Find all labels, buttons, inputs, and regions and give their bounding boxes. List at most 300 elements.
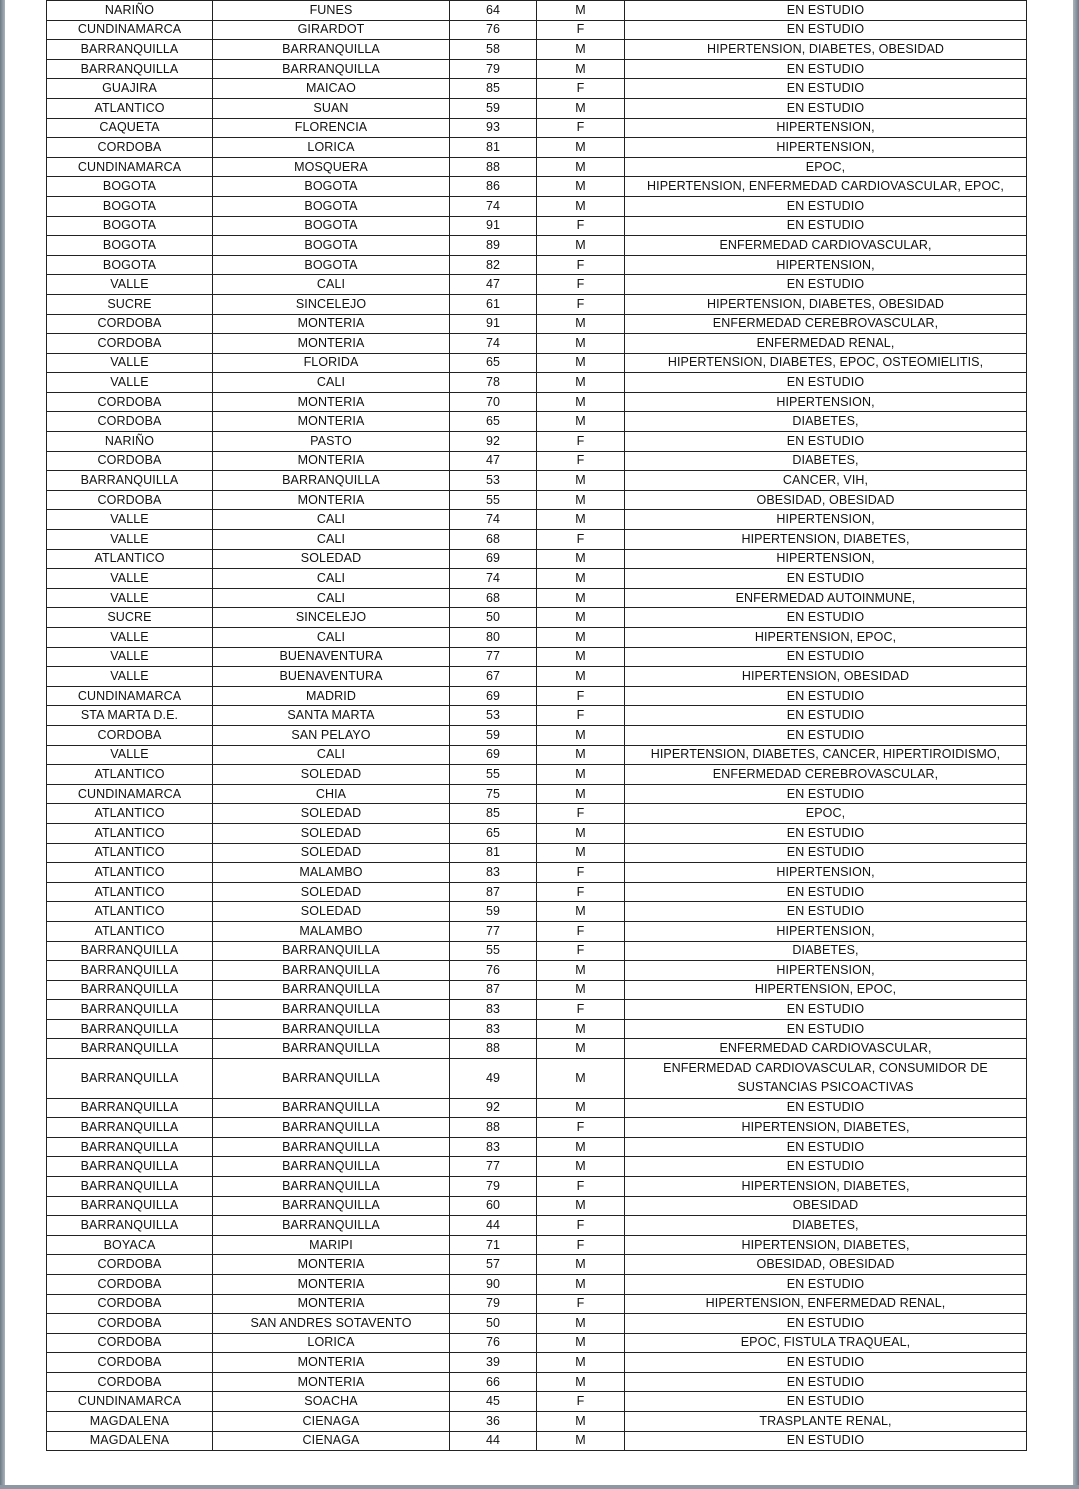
age-cell: 77: [450, 921, 537, 941]
comorbidity-cell: EN ESTUDIO: [625, 882, 1027, 902]
age-cell: 75: [450, 784, 537, 804]
table-row: [47, 1294, 1027, 1314]
sex-cell: M: [537, 353, 625, 373]
sex-cell: F: [537, 706, 625, 726]
sex-cell: F: [537, 686, 625, 706]
department-cell: CORDOBA: [47, 392, 213, 412]
department-cell: CORDOBA: [47, 412, 213, 432]
table-row: [47, 667, 1027, 687]
table-row: [47, 138, 1027, 158]
department-cell: BOGOTA: [47, 216, 213, 236]
age-cell: 93: [450, 118, 537, 138]
table-row: [47, 1196, 1027, 1216]
table-row: [47, 1353, 1027, 1373]
age-cell: 91: [450, 314, 537, 334]
sex-cell: F: [537, 432, 625, 452]
department-cell: GUAJIRA: [47, 79, 213, 99]
municipality-cell: BOGOTA: [213, 196, 450, 216]
comorbidity-cell: EN ESTUDIO: [625, 569, 1027, 589]
sex-cell: M: [537, 177, 625, 197]
sex-cell: M: [537, 392, 625, 412]
age-cell: 77: [450, 647, 537, 667]
comorbidity-cell: EN ESTUDIO: [625, 1353, 1027, 1373]
sex-cell: M: [537, 725, 625, 745]
sex-cell: M: [537, 334, 625, 354]
age-cell: 82: [450, 255, 537, 275]
municipality-cell: SINCELEJO: [213, 294, 450, 314]
sex-cell: F: [537, 1392, 625, 1412]
comorbidity-cell: EPOC, FISTULA TRAQUEAL,: [625, 1333, 1027, 1353]
comorbidity-cell: EN ESTUDIO: [625, 432, 1027, 452]
municipality-cell: BARRANQUILLA: [213, 1000, 450, 1020]
department-cell: BOGOTA: [47, 236, 213, 256]
sex-cell: F: [537, 1176, 625, 1196]
sex-cell: M: [537, 628, 625, 648]
table-row: [47, 725, 1027, 745]
age-cell: 89: [450, 236, 537, 256]
comorbidity-cell: HIPERTENSION, DIABETES,: [625, 1235, 1027, 1255]
table-row: [47, 608, 1027, 628]
table-row: [47, 216, 1027, 236]
municipality-cell: MADRID: [213, 686, 450, 706]
municipality-cell: SANTA MARTA: [213, 706, 450, 726]
age-cell: 88: [450, 1039, 537, 1059]
sex-cell: F: [537, 1000, 625, 1020]
municipality-cell: SOLEDAD: [213, 823, 450, 843]
age-cell: 76: [450, 961, 537, 981]
municipality-cell: MONTERIA: [213, 1294, 450, 1314]
comorbidity-cell: EN ESTUDIO: [625, 196, 1027, 216]
age-cell: 92: [450, 432, 537, 452]
department-cell: ATLANTICO: [47, 882, 213, 902]
municipality-cell: MONTERIA: [213, 334, 450, 354]
table-row: [47, 549, 1027, 569]
municipality-cell: BUENAVENTURA: [213, 667, 450, 687]
department-cell: VALLE: [47, 353, 213, 373]
age-cell: 81: [450, 138, 537, 158]
sex-cell: M: [537, 196, 625, 216]
municipality-cell: SOLEDAD: [213, 804, 450, 824]
sex-cell: M: [537, 823, 625, 843]
department-cell: VALLE: [47, 373, 213, 393]
age-cell: 76: [450, 20, 537, 40]
table-row: [47, 804, 1027, 824]
comorbidity-cell: DIABETES,: [625, 451, 1027, 471]
window-edge-left: [0, 0, 5, 1489]
age-cell: 88: [450, 1118, 537, 1138]
comorbidity-cell: HIPERTENSION, ENFERMEDAD CARDIOVASCULAR, EPOC,: [625, 177, 1027, 197]
comorbidity-cell: OBESIDAD, OBESIDAD: [625, 490, 1027, 510]
municipality-cell: MARIPI: [213, 1235, 450, 1255]
municipality-cell: MONTERIA: [213, 314, 450, 334]
department-cell: BARRANQUILLA: [47, 1137, 213, 1157]
department-cell: BARRANQUILLA: [47, 1118, 213, 1138]
comorbidity-cell: EN ESTUDIO: [625, 1137, 1027, 1157]
sex-cell: M: [537, 1314, 625, 1334]
comorbidity-cell: EN ESTUDIO: [625, 1392, 1027, 1412]
department-cell: ATLANTICO: [47, 902, 213, 922]
age-cell: 76: [450, 1333, 537, 1353]
table-row: [47, 1235, 1027, 1255]
age-cell: 65: [450, 353, 537, 373]
sex-cell: M: [537, 784, 625, 804]
age-cell: 50: [450, 1314, 537, 1334]
table-row: [47, 314, 1027, 334]
department-cell: CUNDINAMARCA: [47, 157, 213, 177]
sex-cell: M: [537, 138, 625, 158]
age-cell: 71: [450, 1235, 537, 1255]
municipality-cell: BARRANQUILLA: [213, 1176, 450, 1196]
table-row: [47, 647, 1027, 667]
age-cell: 74: [450, 196, 537, 216]
age-cell: 60: [450, 1196, 537, 1216]
department-cell: VALLE: [47, 569, 213, 589]
sex-cell: M: [537, 549, 625, 569]
department-cell: MAGDALENA: [47, 1431, 213, 1451]
comorbidity-cell: HIPERTENSION,: [625, 255, 1027, 275]
age-cell: 68: [450, 530, 537, 550]
comorbidity-cell: EN ESTUDIO: [625, 373, 1027, 393]
department-cell: CORDOBA: [47, 490, 213, 510]
age-cell: 49: [450, 1059, 537, 1099]
municipality-cell: BARRANQUILLA: [213, 1019, 450, 1039]
age-cell: 64: [450, 1, 537, 21]
comorbidity-cell: ENFERMEDAD CARDIOVASCULAR,: [625, 1039, 1027, 1059]
age-cell: 67: [450, 667, 537, 687]
municipality-cell: BOGOTA: [213, 177, 450, 197]
sex-cell: F: [537, 255, 625, 275]
department-cell: MAGDALENA: [47, 1412, 213, 1432]
comorbidity-cell: EPOC,: [625, 157, 1027, 177]
comorbidity-cell: EN ESTUDIO: [625, 608, 1027, 628]
table-row: [47, 177, 1027, 197]
sex-cell: F: [537, 1235, 625, 1255]
sex-cell: M: [537, 1255, 625, 1275]
municipality-cell: MALAMBO: [213, 863, 450, 883]
table-row: [47, 432, 1027, 452]
table-row: [47, 921, 1027, 941]
table-row: [47, 412, 1027, 432]
sex-cell: M: [537, 902, 625, 922]
table-row: [47, 1000, 1027, 1020]
age-cell: 58: [450, 40, 537, 60]
table-row: [47, 784, 1027, 804]
comorbidity-cell: DIABETES,: [625, 941, 1027, 961]
age-cell: 65: [450, 412, 537, 432]
age-cell: 88: [450, 157, 537, 177]
table-row: [47, 1118, 1027, 1138]
age-cell: 83: [450, 1000, 537, 1020]
department-cell: BARRANQUILLA: [47, 1196, 213, 1216]
department-cell: ATLANTICO: [47, 843, 213, 863]
municipality-cell: SOACHA: [213, 1392, 450, 1412]
department-cell: BARRANQUILLA: [47, 961, 213, 981]
comorbidity-cell: HIPERTENSION,: [625, 138, 1027, 158]
age-cell: 53: [450, 471, 537, 491]
municipality-cell: BARRANQUILLA: [213, 59, 450, 79]
age-cell: 74: [450, 510, 537, 530]
table-row: [47, 1059, 1027, 1099]
sex-cell: M: [537, 471, 625, 491]
comorbidity-cell: EN ESTUDIO: [625, 1274, 1027, 1294]
table-row: [47, 1333, 1027, 1353]
sex-cell: M: [537, 1353, 625, 1373]
department-cell: VALLE: [47, 647, 213, 667]
age-cell: 85: [450, 79, 537, 99]
department-cell: BARRANQUILLA: [47, 941, 213, 961]
age-cell: 69: [450, 549, 537, 569]
department-cell: ATLANTICO: [47, 823, 213, 843]
sex-cell: F: [537, 451, 625, 471]
table-row: [47, 863, 1027, 883]
municipality-cell: SAN PELAYO: [213, 725, 450, 745]
municipality-cell: MONTERIA: [213, 451, 450, 471]
age-cell: 50: [450, 608, 537, 628]
comorbidity-cell: EN ESTUDIO: [625, 647, 1027, 667]
comorbidity-cell: HIPERTENSION,: [625, 961, 1027, 981]
age-cell: 65: [450, 823, 537, 843]
age-cell: 83: [450, 1137, 537, 1157]
table-row: [47, 118, 1027, 138]
sex-cell: F: [537, 941, 625, 961]
department-cell: BOGOTA: [47, 177, 213, 197]
comorbidity-cell: OBESIDAD, OBESIDAD: [625, 1255, 1027, 1275]
age-cell: 59: [450, 902, 537, 922]
age-cell: 81: [450, 843, 537, 863]
municipality-cell: CALI: [213, 510, 450, 530]
department-cell: BOYACA: [47, 1235, 213, 1255]
table-row: [47, 20, 1027, 40]
age-cell: 70: [450, 392, 537, 412]
comorbidity-cell: EPOC,: [625, 804, 1027, 824]
comorbidity-cell: ENFERMEDAD CARDIOVASCULAR,: [625, 236, 1027, 256]
department-cell: ATLANTICO: [47, 921, 213, 941]
department-cell: CORDOBA: [47, 138, 213, 158]
department-cell: CORDOBA: [47, 451, 213, 471]
comorbidity-cell: HIPERTENSION, DIABETES,: [625, 530, 1027, 550]
municipality-cell: SINCELEJO: [213, 608, 450, 628]
municipality-cell: CALI: [213, 373, 450, 393]
department-cell: CORDOBA: [47, 1314, 213, 1334]
municipality-cell: MONTERIA: [213, 412, 450, 432]
department-cell: CORDOBA: [47, 314, 213, 334]
table-row: [47, 1314, 1027, 1334]
municipality-cell: MONTERIA: [213, 1255, 450, 1275]
department-cell: VALLE: [47, 667, 213, 687]
table-row: [47, 40, 1027, 60]
municipality-cell: LORICA: [213, 1333, 450, 1353]
age-cell: 79: [450, 1176, 537, 1196]
cases-table-body: [47, 1, 1027, 1451]
municipality-cell: BARRANQUILLA: [213, 1039, 450, 1059]
table-row: [47, 823, 1027, 843]
table-row: [47, 882, 1027, 902]
sex-cell: M: [537, 1039, 625, 1059]
municipality-cell: BARRANQUILLA: [213, 961, 450, 981]
department-cell: SUCRE: [47, 608, 213, 628]
municipality-cell: BARRANQUILLA: [213, 941, 450, 961]
comorbidity-cell: HIPERTENSION, DIABETES, CANCER, HIPERTIROIDISMO,: [625, 745, 1027, 765]
table-row: [47, 353, 1027, 373]
comorbidity-cell: EN ESTUDIO: [625, 1157, 1027, 1177]
comorbidity-cell: EN ESTUDIO: [625, 20, 1027, 40]
sex-cell: M: [537, 1019, 625, 1039]
municipality-cell: BARRANQUILLA: [213, 40, 450, 60]
table-row: [47, 706, 1027, 726]
sex-cell: M: [537, 765, 625, 785]
sex-cell: F: [537, 1294, 625, 1314]
municipality-cell: BARRANQUILLA: [213, 1118, 450, 1138]
age-cell: 47: [450, 451, 537, 471]
municipality-cell: CALI: [213, 275, 450, 295]
sex-cell: M: [537, 1059, 625, 1099]
comorbidity-cell: HIPERTENSION, ENFERMEDAD RENAL,: [625, 1294, 1027, 1314]
municipality-cell: SUAN: [213, 98, 450, 118]
comorbidity-cell: EN ESTUDIO: [625, 98, 1027, 118]
comorbidity-cell: EN ESTUDIO: [625, 1000, 1027, 1020]
municipality-cell: BARRANQUILLA: [213, 1196, 450, 1216]
department-cell: ATLANTICO: [47, 549, 213, 569]
comorbidity-cell: EN ESTUDIO: [625, 79, 1027, 99]
municipality-cell: FUNES: [213, 1, 450, 21]
table-row: [47, 1098, 1027, 1118]
sex-cell: F: [537, 1118, 625, 1138]
age-cell: 55: [450, 490, 537, 510]
table-row: [47, 1039, 1027, 1059]
department-cell: CAQUETA: [47, 118, 213, 138]
municipality-cell: SOLEDAD: [213, 882, 450, 902]
department-cell: CUNDINAMARCA: [47, 1392, 213, 1412]
table-row: [47, 510, 1027, 530]
document-page: [46, 0, 1026, 1451]
sex-cell: M: [537, 961, 625, 981]
age-cell: 61: [450, 294, 537, 314]
department-cell: NARIÑO: [47, 1, 213, 21]
sex-cell: M: [537, 98, 625, 118]
department-cell: SUCRE: [47, 294, 213, 314]
age-cell: 77: [450, 1157, 537, 1177]
department-cell: BOGOTA: [47, 255, 213, 275]
sex-cell: M: [537, 40, 625, 60]
municipality-cell: MALAMBO: [213, 921, 450, 941]
comorbidity-cell: HIPERTENSION,: [625, 863, 1027, 883]
municipality-cell: SOLEDAD: [213, 843, 450, 863]
table-row: [47, 1412, 1027, 1432]
comorbidity-cell: HIPERTENSION, DIABETES,: [625, 1176, 1027, 1196]
municipality-cell: MONTERIA: [213, 1372, 450, 1392]
sex-cell: M: [537, 510, 625, 530]
sex-cell: M: [537, 59, 625, 79]
comorbidity-cell: DIABETES,: [625, 412, 1027, 432]
comorbidity-cell: ENFERMEDAD CEREBROVASCULAR,: [625, 314, 1027, 334]
department-cell: VALLE: [47, 510, 213, 530]
table-row: [47, 59, 1027, 79]
municipality-cell: MONTERIA: [213, 1353, 450, 1373]
municipality-cell: BARRANQUILLA: [213, 1098, 450, 1118]
municipality-cell: FLORENCIA: [213, 118, 450, 138]
comorbidity-cell: ENFERMEDAD AUTOINMUNE,: [625, 588, 1027, 608]
age-cell: 83: [450, 863, 537, 883]
table-row: [47, 569, 1027, 589]
table-row: [47, 765, 1027, 785]
municipality-cell: MONTERIA: [213, 490, 450, 510]
comorbidity-cell: EN ESTUDIO: [625, 902, 1027, 922]
sex-cell: F: [537, 1216, 625, 1236]
table-row: [47, 373, 1027, 393]
department-cell: CORDOBA: [47, 1372, 213, 1392]
table-row: [47, 530, 1027, 550]
department-cell: BOGOTA: [47, 196, 213, 216]
comorbidity-cell: EN ESTUDIO: [625, 1431, 1027, 1451]
comorbidity-cell: EN ESTUDIO: [625, 823, 1027, 843]
table-row: [47, 961, 1027, 981]
municipality-cell: BOGOTA: [213, 255, 450, 275]
table-row: [47, 392, 1027, 412]
department-cell: BARRANQUILLA: [47, 1000, 213, 1020]
cases-table: [46, 0, 1027, 1451]
table-row: [47, 628, 1027, 648]
age-cell: 55: [450, 941, 537, 961]
table-row: [47, 686, 1027, 706]
sex-cell: M: [537, 236, 625, 256]
table-row: [47, 255, 1027, 275]
comorbidity-cell: HIPERTENSION, EPOC,: [625, 628, 1027, 648]
municipality-cell: CALI: [213, 569, 450, 589]
table-row: [47, 941, 1027, 961]
sex-cell: M: [537, 1431, 625, 1451]
sex-cell: M: [537, 647, 625, 667]
age-cell: 44: [450, 1431, 537, 1451]
municipality-cell: SOLEDAD: [213, 549, 450, 569]
sex-cell: F: [537, 804, 625, 824]
comorbidity-cell: EN ESTUDIO: [625, 1098, 1027, 1118]
sex-cell: M: [537, 608, 625, 628]
municipality-cell: LORICA: [213, 138, 450, 158]
municipality-cell: BUENAVENTURA: [213, 647, 450, 667]
department-cell: BARRANQUILLA: [47, 471, 213, 491]
comorbidity-cell: EN ESTUDIO: [625, 1, 1027, 21]
age-cell: 53: [450, 706, 537, 726]
age-cell: 59: [450, 725, 537, 745]
sex-cell: F: [537, 79, 625, 99]
age-cell: 39: [450, 1353, 537, 1373]
sex-cell: M: [537, 1274, 625, 1294]
table-row: [47, 1431, 1027, 1451]
table-row: [47, 1, 1027, 21]
department-cell: CORDOBA: [47, 1333, 213, 1353]
sex-cell: M: [537, 373, 625, 393]
age-cell: 44: [450, 1216, 537, 1236]
comorbidity-cell: EN ESTUDIO: [625, 1019, 1027, 1039]
sex-cell: M: [537, 667, 625, 687]
table-row: [47, 490, 1027, 510]
age-cell: 45: [450, 1392, 537, 1412]
department-cell: CORDOBA: [47, 1294, 213, 1314]
sex-cell: M: [537, 745, 625, 765]
sex-cell: M: [537, 314, 625, 334]
table-row: [47, 157, 1027, 177]
municipality-cell: BARRANQUILLA: [213, 980, 450, 1000]
age-cell: 55: [450, 765, 537, 785]
sex-cell: M: [537, 1157, 625, 1177]
municipality-cell: MONTERIA: [213, 392, 450, 412]
municipality-cell: MAICAO: [213, 79, 450, 99]
table-row: [47, 588, 1027, 608]
window-edge-right: [1073, 0, 1079, 1489]
sex-cell: F: [537, 118, 625, 138]
comorbidity-cell: EN ESTUDIO: [625, 1314, 1027, 1334]
sex-cell: M: [537, 1098, 625, 1118]
